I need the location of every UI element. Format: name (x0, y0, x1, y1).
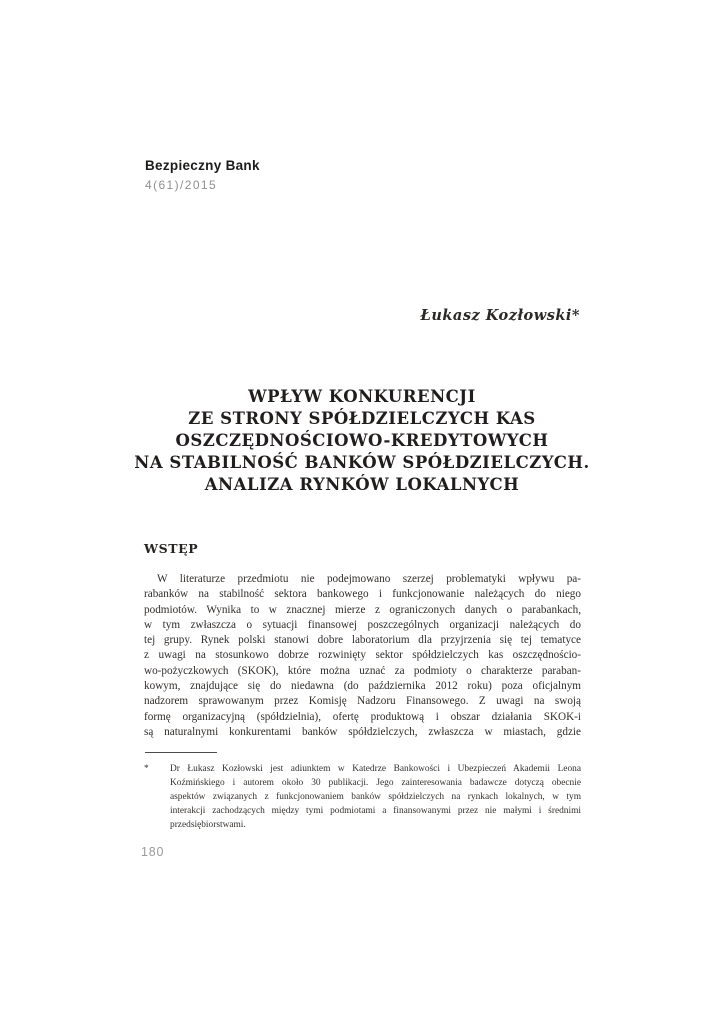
footnote-divider (145, 752, 217, 753)
body-line: formę organizacyjną (spółdzielnia), ofertę produktową i obszar działania SKOK-i (144, 710, 581, 723)
body-line: w tym zwłaszcza o sytuacji finansowej poszczególnych organizacji należących do (144, 618, 581, 631)
body-line: z uwagi na stosunkowo dobrze rozwinięty sektor spółdzielczych kas oszczędnościo- (144, 649, 581, 662)
journal-header (145, 158, 260, 192)
body-line: rabanków na stabilność sektora bankowego i funkcjonowanie należących do niego (144, 588, 581, 601)
footnote-line: aspektów związanych z funkcjonowaniem banków spółdzielczych na rynkach lokalnych, w tym (170, 792, 581, 803)
body-line: wo-pożyczkowych (SKOK), które można uznać za podmioty o charakterze paraban- (144, 664, 581, 677)
footnote-line: interakcji zachodzących między tymi podmiotami a finansowanymi przez nie małymi i średnimi (170, 806, 581, 817)
footnote-line: przedsiębiorstwami. (170, 820, 246, 831)
title-line: OSZCZĘDNOŚCIOWO-KREDYTOWYCH (175, 431, 549, 450)
title-line: WPŁYW KONKURENCJI (248, 387, 476, 406)
article-title (122, 386, 602, 496)
title-line: NA STABILNOŚĆ BANKÓW SPÓŁDZIELCZYCH. (134, 453, 590, 472)
section-heading-wstep: WSTĘP (144, 541, 199, 556)
footnote (144, 762, 581, 832)
title-line: ZE STRONY SPÓŁDZIELCZYCH KAS (188, 409, 536, 428)
intro-paragraph (144, 572, 581, 740)
body-line: W literaturze przedmiotu nie podejmowano szerzej problematyki wpływu pa- (157, 573, 581, 585)
footnote-marker: * (144, 764, 149, 774)
author-byline: Łukasz Kozłowski* (420, 307, 580, 324)
body-line: tej grupy. Rynek polski stanowi dobre laboratorium dla przyjrzenia się tej tematyce (144, 634, 581, 647)
body-line: kowym, znajdujące się do niedawna (do października 2012 roku) poza oficjalnym (144, 680, 581, 693)
footnote-text (170, 762, 581, 832)
journal-issue-number: 4(61)/2015 (145, 178, 218, 192)
footnote-line: Dr Łukasz Kozłowski jest adiunktem w Katedrze Bankowości i Ubezpieczeń Akademii Leona (170, 764, 581, 774)
body-line: są naturalnymi konkurentami banków spółdzielczych, zwłaszcza w miastach, gdzie (144, 725, 581, 738)
page-number: 180 (141, 845, 165, 859)
body-line: nadzorem sprawowanym przez Komisję Nadzoru Finansowego. Z uwagi na swoją (144, 695, 581, 708)
journal-name: Bezpieczny Bank (145, 158, 260, 173)
body-line: podmiotów. Wynika to w znacznej mierze z ograniczonych danych o parabankach, (144, 603, 581, 616)
footnote-line: Koźmińskiego i autorem około 30 publikacji. Jego zainteresowania badawcze dotyczą obecnie (170, 778, 581, 789)
title-line: ANALIZA RYNKÓW LOKALNYCH (204, 475, 520, 494)
